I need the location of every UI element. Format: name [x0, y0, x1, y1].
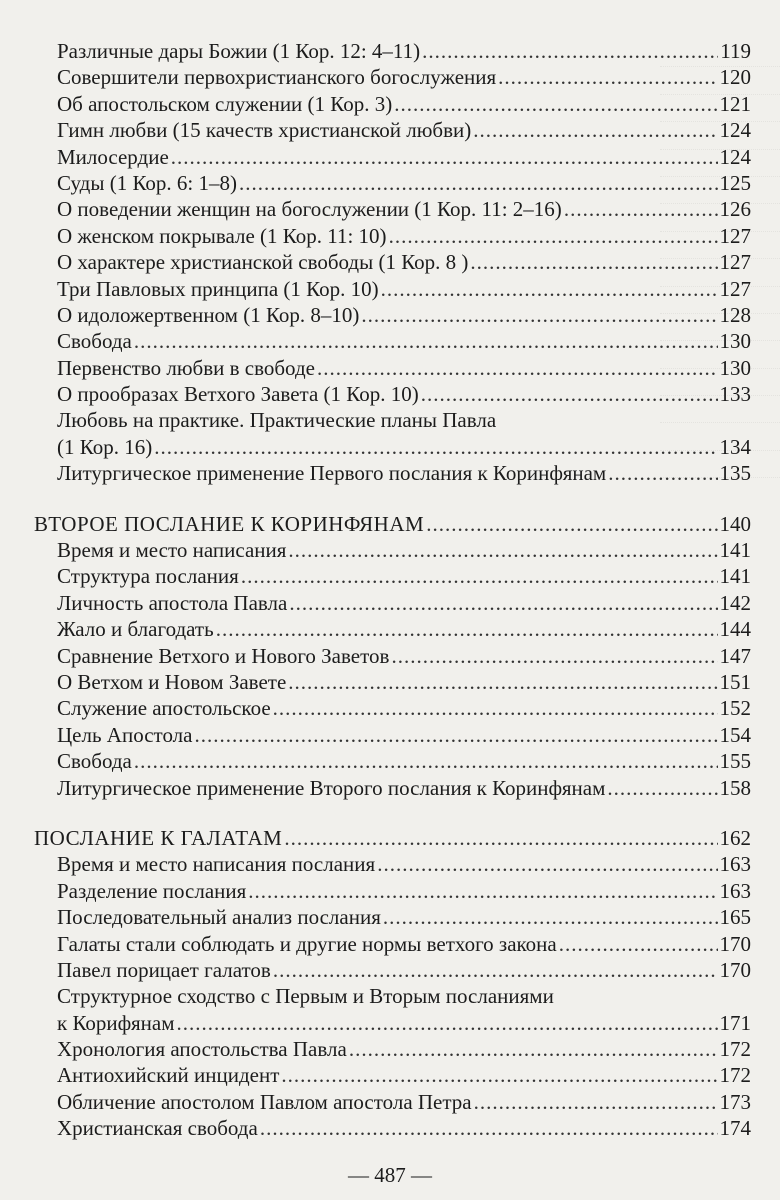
entry-title: Христианская свобода	[57, 1116, 258, 1141]
leader-dots	[288, 537, 717, 563]
leader-dots	[474, 1089, 718, 1115]
entry-page-number: 172	[719, 1037, 751, 1062]
leader-dots	[273, 695, 718, 721]
entry-title: Антиохийский инцидент	[57, 1063, 280, 1088]
entry-page-number: 120	[719, 65, 751, 90]
leader-dots	[289, 590, 717, 616]
toc-entry	[0, 144, 780, 170]
toc-block-3	[0, 851, 780, 1141]
leader-dots	[361, 302, 717, 328]
toc-entry	[0, 170, 780, 196]
toc-entry	[0, 117, 780, 143]
entry-title: О прообразах Ветхого Завета (1 Кор. 10)	[57, 382, 419, 407]
leader-dots	[248, 878, 717, 904]
entry-title: О женском покрывале (1 Кор. 11: 10)	[57, 223, 387, 248]
toc-entry	[0, 196, 780, 222]
toc-entry	[0, 64, 780, 90]
leader-dots	[391, 643, 717, 669]
leader-dots	[241, 563, 718, 589]
toc-entry	[0, 878, 780, 904]
toc-entry	[0, 302, 780, 328]
entry-title: Время и место написания	[57, 538, 287, 563]
entry-page-number: 119	[720, 39, 751, 63]
entry-title: Любовь на практике. Практические планы Павла	[57, 408, 497, 433]
toc-entry	[0, 537, 780, 563]
entry-page-number: 144	[719, 617, 751, 642]
leader-dots	[134, 748, 718, 774]
entry-page-number: 170	[719, 957, 751, 982]
leader-dots	[134, 328, 718, 354]
entry-title: Первенство любви в свободе	[57, 355, 315, 380]
entry-page-number: 163	[719, 852, 751, 877]
entry-title: Структура послания	[57, 564, 239, 589]
section-page-number: 140	[719, 511, 751, 536]
entry-page-number: 130	[719, 355, 751, 380]
entry-page-number: 173	[719, 1089, 751, 1114]
toc-entry	[0, 1062, 780, 1088]
entry-title: Личность апостола Павла	[57, 590, 288, 615]
leader-dots	[389, 223, 718, 249]
toc-entry	[0, 931, 780, 957]
entry-title: О идоложертвенном (1 Кор. 8–10)	[57, 302, 360, 327]
entry-title: Последовательный анализ послания	[57, 905, 381, 930]
entry-title: Служение апостольское	[57, 696, 271, 721]
entry-page-number: 142	[719, 590, 751, 615]
entry-page-number: 163	[719, 878, 751, 903]
toc-entry	[0, 249, 780, 275]
toc-entry	[0, 983, 780, 1009]
leader-dots	[394, 91, 717, 117]
entry-page-number: 171	[719, 1010, 751, 1035]
entry-title: к Корифянам	[57, 1010, 175, 1035]
entry-title: Разделение послания	[57, 878, 247, 903]
section-title: ВТОРОЕ ПОСЛАНИЕ К КОРИНФЯНАМ	[34, 511, 425, 536]
entry-title: Литургическое применение Первого послания к Коринфянам	[57, 461, 607, 486]
toc-entry	[0, 643, 780, 669]
entry-page-number: 127	[719, 276, 751, 301]
entry-title: Свобода	[57, 329, 132, 354]
entry-title: Различные дары Божии (1 Кор. 12: 4–11)	[57, 39, 421, 63]
toc-entry	[0, 460, 780, 486]
toc-entry	[0, 355, 780, 381]
entry-page-number: 165	[719, 905, 751, 930]
toc-entry	[0, 1089, 780, 1115]
leader-dots	[383, 904, 718, 930]
entry-title: О Ветхом и Новом Завете	[57, 669, 287, 694]
toc-entry	[0, 328, 780, 354]
entry-title: Цель Апостола	[57, 722, 193, 747]
leader-dots	[421, 381, 718, 407]
toc-block-2	[0, 537, 780, 801]
toc-entry	[0, 1010, 780, 1036]
entry-page-number: 125	[719, 170, 751, 195]
entry-title: Милосердие	[57, 144, 169, 169]
leader-dots	[216, 616, 718, 642]
entry-page-number: 127	[719, 223, 751, 248]
section-page-number: 162	[719, 825, 751, 850]
leader-dots	[273, 957, 718, 983]
table-of-contents	[0, 38, 780, 1142]
entry-page-number: 158	[719, 775, 751, 800]
entry-title: О поведении женщин на богослужении (1 Кор. 11: 2–16)	[57, 197, 562, 222]
entry-page-number: 147	[719, 643, 751, 668]
leader-dots	[559, 931, 718, 957]
leader-dots	[288, 669, 717, 695]
entry-title: Гимн любви (15 качеств христианской любви)	[57, 118, 472, 143]
toc-entry	[0, 276, 780, 302]
toc-entry	[0, 695, 780, 721]
entry-title: Совершители первохристианского богослужения	[57, 65, 497, 90]
entry-title: О характере христианской свободы (1 Кор. 8 )	[57, 250, 469, 275]
entry-title: Структурное сходство с Первым и Вторым посланиями	[57, 984, 554, 1009]
toc-entry	[0, 407, 780, 433]
entry-page-number: 135	[719, 461, 751, 486]
leader-dots	[171, 144, 718, 170]
leader-dots	[317, 355, 718, 381]
entry-title: Хронология апостольства Павла	[57, 1037, 347, 1062]
leader-dots	[194, 722, 717, 748]
toc-entry	[0, 904, 780, 930]
toc-section-galatians	[0, 825, 780, 851]
entry-page-number: 134	[719, 434, 751, 459]
entry-page-number: 172	[719, 1063, 751, 1088]
entry-title: Галаты стали соблюдать и другие нормы ветхого закона	[57, 931, 557, 956]
entry-page-number: 174	[719, 1116, 751, 1141]
toc-entry	[0, 91, 780, 117]
entry-page-number: 121	[719, 91, 751, 116]
toc-entry	[0, 1115, 780, 1141]
entry-title: Литургическое применение Второго послания к Коринфянам	[57, 775, 606, 800]
entry-title: Обличение апостолом Павлом апостола Петра	[57, 1089, 472, 1114]
entry-page-number: 141	[719, 538, 751, 563]
entry-page-number: 151	[719, 669, 751, 694]
toc-entry	[0, 590, 780, 616]
entry-page-number: 127	[719, 250, 751, 275]
toc-entry	[0, 669, 780, 695]
toc-entry	[0, 381, 780, 407]
entry-page-number: 170	[719, 931, 751, 956]
page-number-footer: — 487 —	[348, 1163, 432, 1187]
leader-dots	[498, 64, 717, 90]
entry-title: Время и место написания послания	[57, 852, 376, 877]
entry-page-number: 141	[719, 564, 751, 589]
toc-entry	[0, 563, 780, 589]
entry-page-number: 154	[719, 722, 751, 747]
entry-page-number: 124	[719, 118, 751, 143]
toc-block-1	[0, 38, 780, 487]
leader-dots	[473, 117, 717, 143]
toc-entry	[0, 38, 780, 64]
toc-entry	[0, 722, 780, 748]
toc-entry	[0, 748, 780, 774]
toc-entry	[0, 957, 780, 983]
leader-dots	[177, 1010, 718, 1036]
toc-entry	[0, 775, 780, 801]
toc-entry	[0, 616, 780, 642]
entry-title: Свобода	[57, 749, 132, 774]
entry-page-number: 126	[719, 197, 751, 222]
leader-dots	[381, 276, 718, 302]
leader-dots	[607, 775, 717, 801]
leader-dots	[377, 851, 717, 877]
entry-title: Три Павловых принципа (1 Кор. 10)	[57, 276, 379, 301]
leader-dots	[281, 1062, 717, 1088]
entry-page-number: 130	[719, 329, 751, 354]
leader-dots	[154, 434, 717, 460]
section-title: ПОСЛАНИЕ К ГАЛАТАМ	[34, 825, 283, 850]
toc-entry	[0, 434, 780, 460]
entry-title: Суды (1 Кор. 6: 1–8)	[57, 170, 237, 195]
leader-dots	[260, 1115, 718, 1141]
toc-entry	[0, 223, 780, 249]
toc-entry	[0, 1036, 780, 1062]
leader-dots	[470, 249, 717, 275]
entry-title: Сравнение Ветхого и Нового Заветов	[57, 643, 390, 668]
entry-page-number: 133	[719, 382, 751, 407]
leader-dots	[349, 1036, 718, 1062]
entry-page-number: 124	[719, 144, 751, 169]
leader-dots	[284, 825, 717, 851]
leader-dots	[426, 511, 717, 537]
toc-entry	[0, 851, 780, 877]
entry-title: Павел порицает галатов	[57, 957, 271, 982]
entry-page-number: 155	[719, 749, 751, 774]
entry-page-number: 152	[719, 696, 751, 721]
entry-title: Жало и благодать	[57, 617, 214, 642]
leader-dots	[422, 38, 718, 64]
toc-section-second-corinthians	[0, 511, 780, 537]
leader-dots	[239, 170, 718, 196]
entry-title: (1 Кор. 16)	[57, 434, 153, 459]
entry-page-number: 128	[719, 302, 751, 327]
leader-dots	[564, 196, 718, 222]
leader-dots	[608, 460, 717, 486]
entry-title: Об апостольском служении (1 Кор. 3)	[57, 91, 393, 116]
